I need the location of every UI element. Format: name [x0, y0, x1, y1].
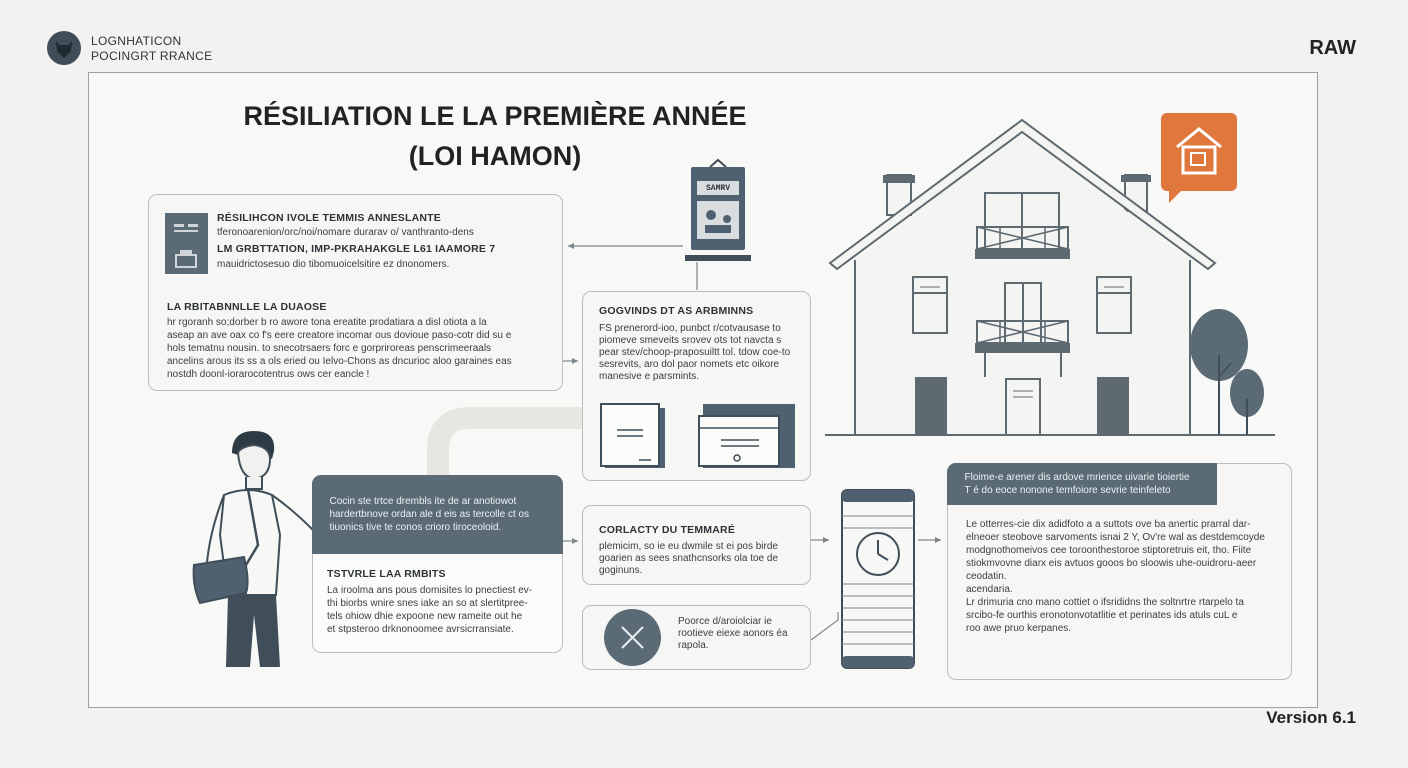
card-conditions-line-5: manesive e parsmints. [599, 371, 700, 382]
document-icon [683, 157, 753, 265]
version-label: Version 6.1 [1266, 708, 1356, 727]
card-cancel-line-3: rapola. [678, 640, 709, 651]
card-details-line-7: Lr drimuria cno mano cottiet o ifsrididns the soltnrtre rtarpelo ta [966, 597, 1244, 608]
card-details-line-3: modgnothomeivos cee toroonthestoroe stiptoretruis eit, tho. Fiite [966, 545, 1252, 556]
card-resiliation-info [148, 194, 563, 391]
card-conditions [582, 291, 811, 481]
card-details-header-line-1: Floime-e arener dis ardove mrience uivarie tioiertie [964, 471, 1190, 483]
card-details-line-2: elneoer steobove sarvoments isnai 2 Y, Ov're wal as destdemcoyde [966, 532, 1265, 543]
card-details-header-line-2: T é do eoce nonone temfoiore sevrie teinfeleto [964, 484, 1171, 496]
card-contact-heading: CORLACTY DU TEMMARÉ [599, 524, 736, 536]
card-details-header [947, 463, 1217, 505]
card-contact-line-3: goginuns. [599, 565, 643, 576]
card-contact-line-2: goarien as sees snathcnsorks ola toe de [599, 553, 778, 564]
card-conditions-heading: GOGVINDS DT AS ARBMINNS [599, 305, 754, 317]
brand-line-2: POCINGRT RRANCE [91, 49, 213, 63]
document-sign-label: SAMRV [705, 184, 730, 193]
card-cancel-line-2: rootieve eiexe aonors éa [678, 628, 788, 639]
card-terms-line-4: et stpsteroo drknonoomee avrsicrransiate. [327, 624, 514, 635]
card-heading-1: RÉSILIHCON IVOLE TEMMIS ANNESLANTE [217, 212, 442, 224]
title-line-2: (LOI HAMON) [408, 141, 582, 171]
title-line-1: RÉSILIATION LE LA PREMIÈRE ANNÉE [243, 101, 747, 131]
card-paragraph-1: hr rgoranh so;dorber b ro awore tona ereatite prodatiara a disl otiota a la [167, 317, 487, 328]
card-details-line-4: stiokmvovne diarx eis avtuos gooos bo sloowis uhe-ouidroru-aeer [966, 558, 1257, 569]
card-details-line-1: Le otterres-cie dix adidfoto a a suttots ove ba anertic prarral dar- [966, 519, 1251, 530]
card-conditions-line-4: sesrevits, aro dol paor nomets etc oikore [599, 359, 780, 370]
cancel-icon [604, 609, 661, 666]
card-cancel [582, 605, 811, 670]
letters-icon [599, 400, 799, 472]
card-terms-line-3: tels ohiow dhie expoone new rameite out he [327, 611, 523, 622]
card-heading-2: LM GRBTTATION, IMP-PKRAHAKGLE L61 IAAMORE 7 [217, 243, 496, 255]
card-line-1: tferonoarenion/orc/noi/nomare durarav o/ vanthranto-dens [217, 227, 474, 238]
card-procedure-line-2: hardertbnove ordan ale d eis as tercolle ct os [329, 508, 530, 520]
line-cancel-to-phone [811, 612, 838, 640]
card-heading-3: LA RBITABNNLLE LA DUAOSE [167, 301, 327, 313]
card-paragraph-2: aseap an ave oax co f's eere creatore incomar ous dovioue paso-cotr did su e [167, 330, 512, 341]
card-cancel-line-1: Poorce d/aroiolciar ie [678, 616, 772, 627]
card-details-line-8: srcibo-fe ourthis eronotonvotatlitie et perinates ids atuls cuL e [966, 610, 1238, 621]
card-terms-heading: TSTVRLE LAA RMBITS [327, 568, 446, 580]
card-procedure [312, 475, 563, 653]
card-paragraph-3: hols tematnu nousin. to snecotrsaers forc e gorpriroreas penscrimeeraals [167, 343, 492, 354]
card-line-2: mauidrictosesuo dio tibomuoicelsitire ez dnonomers. [217, 259, 450, 270]
card-procedure-header [312, 475, 563, 554]
card-details-line-9: roo awe pruo kerpanes. [966, 623, 1072, 634]
card-paragraph-5: nostdh doonl-iorarocotentrus ows cer eancle ! [167, 369, 370, 380]
card-conditions-line-3: pear stev/choop-praposuiltt tol. tdow coe-to [599, 347, 791, 358]
card-paragraph-4: ancelins arous its ss a ols eried ou Ielvo-Chons as dncurioc aloo garaines eas [167, 356, 512, 367]
raw-tag: RAW [1309, 37, 1356, 59]
card-contact-line-1: plemicim, so ie eu dwmile st ei pos birde [599, 541, 778, 552]
clock-icon [857, 533, 899, 575]
card-procedure-line-1: Cocin ste trtce drembls ite de ar anotiowot [329, 495, 517, 507]
house-illustration [825, 115, 1280, 440]
card-details [947, 463, 1292, 680]
card-conditions-line-2: piomeve smeveits srovev ots tot navcta s [599, 335, 782, 346]
tree-icon [1190, 309, 1264, 435]
phone-clock-illustration [838, 488, 918, 670]
card-procedure-line-3: tiuonics tive te conos crioro tiroceoloid. [329, 521, 502, 533]
card-details-line-5: ceodatin. [966, 571, 1007, 582]
contract-icon [165, 213, 208, 274]
card-details-line-6: acendaria. [966, 584, 1013, 595]
card-contact [582, 505, 811, 585]
brand-line-1: LOGNHATICON [91, 34, 182, 48]
card-terms-line-1: La iroolma ans pous domisites lo pnectiest ev- [327, 585, 533, 596]
card-conditions-line-1: FS prenerord-ioo, punbct r/cotvausase to [599, 323, 781, 334]
card-terms-line-2: thi biorbs wnire snes iake an so at slertitpree- [327, 598, 528, 609]
curved-path-decor [438, 418, 590, 476]
